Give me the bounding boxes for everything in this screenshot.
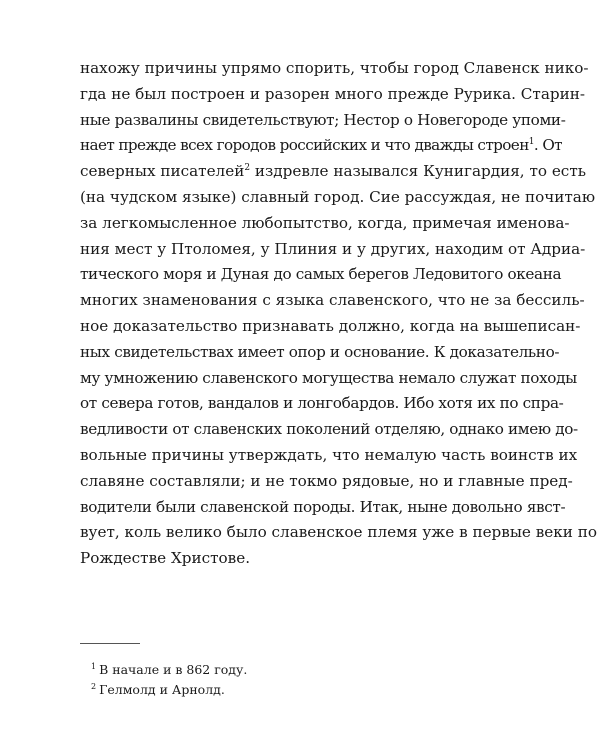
- text-line: [80, 314, 581, 340]
- text-line: [80, 495, 566, 521]
- line-text: вует, коль велико было славенское племя уже в первые веки по: [80, 523, 597, 542]
- footnote-mark: 2: [91, 682, 97, 691]
- text-line: [80, 82, 585, 108]
- line-text: ное доказательство признавать должно, когда на вышеписан-: [80, 316, 581, 335]
- line-text: гда не был построен и разорен много прежде Рурика. Старин-: [80, 84, 585, 103]
- footnote-text: Гелмолд и Арнолд.: [99, 682, 225, 697]
- line-text: ведливости от славенских поколений отделяю, однако имею до-: [80, 420, 578, 439]
- line-text: Рождестве Христове.: [80, 549, 251, 568]
- line-text: нахожу причины упрямо спорить, чтобы город Славенск нико-: [80, 59, 589, 77]
- text-line: [80, 288, 585, 314]
- text-line: [80, 417, 578, 443]
- line-text: ния мест у Птоломея, у Плиния и у других, находим от Адриа-: [80, 239, 586, 258]
- footnotes: [91, 660, 247, 700]
- text-line: [80, 520, 597, 546]
- line-text: северных писателей: [80, 162, 245, 181]
- line-text: нает прежде всех городов российских и что дважды строен: [80, 136, 529, 155]
- footnote-reference[interactable]: 1: [528, 137, 534, 148]
- text-line: [80, 56, 589, 82]
- footnote-text: В начале и в 862 году.: [99, 662, 248, 677]
- line-text: му умножению славенского могущества немало служат походы: [80, 368, 577, 387]
- footnote-reference[interactable]: 2: [244, 163, 251, 174]
- text-line: [80, 262, 562, 288]
- text-line: [80, 469, 573, 495]
- line-text: тического моря и Дуная до самых берегов Ледовитого океана: [80, 265, 562, 284]
- text-line: [80, 108, 566, 134]
- line-text-continued: издревле назывался Кунигардия, то есть: [250, 162, 586, 181]
- page-body: [80, 56, 597, 572]
- footnote-item: [91, 660, 247, 680]
- line-text-continued: . От: [533, 136, 562, 155]
- text-line: [80, 391, 564, 417]
- text-line: [80, 185, 596, 211]
- line-text: (на чудском языке) славный город. Сие рассуждая, не почитаю: [80, 187, 596, 206]
- line-text: славяне составляли; и не токмо рядовые, но и главные пред-: [80, 471, 573, 490]
- text-line: [80, 546, 518, 572]
- text-line: [80, 237, 586, 263]
- text-line: [80, 340, 560, 366]
- text-line: [80, 443, 578, 469]
- footnote-item: [91, 680, 247, 700]
- text-line: [80, 133, 562, 159]
- line-text: ные развалины свидетельствуют; Нестор о Новегороде упоми-: [80, 110, 566, 129]
- main-paragraph: [80, 56, 597, 572]
- line-text: многих знаменования с языка славенского, что не за бессиль-: [80, 291, 585, 310]
- text-line: [80, 159, 586, 185]
- line-text: водители были славенской породы. Итак, ныне довольно явст-: [80, 497, 566, 516]
- line-text: вольные причины утверждать, что немалую часть воинств их: [80, 445, 578, 464]
- text-line: [80, 211, 570, 237]
- line-text: от севера готов, вандалов и лонгобардов. Ибо хотя их по спра-: [80, 394, 564, 413]
- line-text: ных свидетельствах имеет опор и основание. К доказательно-: [80, 342, 560, 361]
- footnote-separator: [80, 643, 140, 644]
- text-line: [80, 366, 577, 392]
- line-text: за легкомысленное любопытство, когда, примечая именова-: [80, 213, 570, 232]
- footnote-mark: 1: [91, 662, 97, 671]
